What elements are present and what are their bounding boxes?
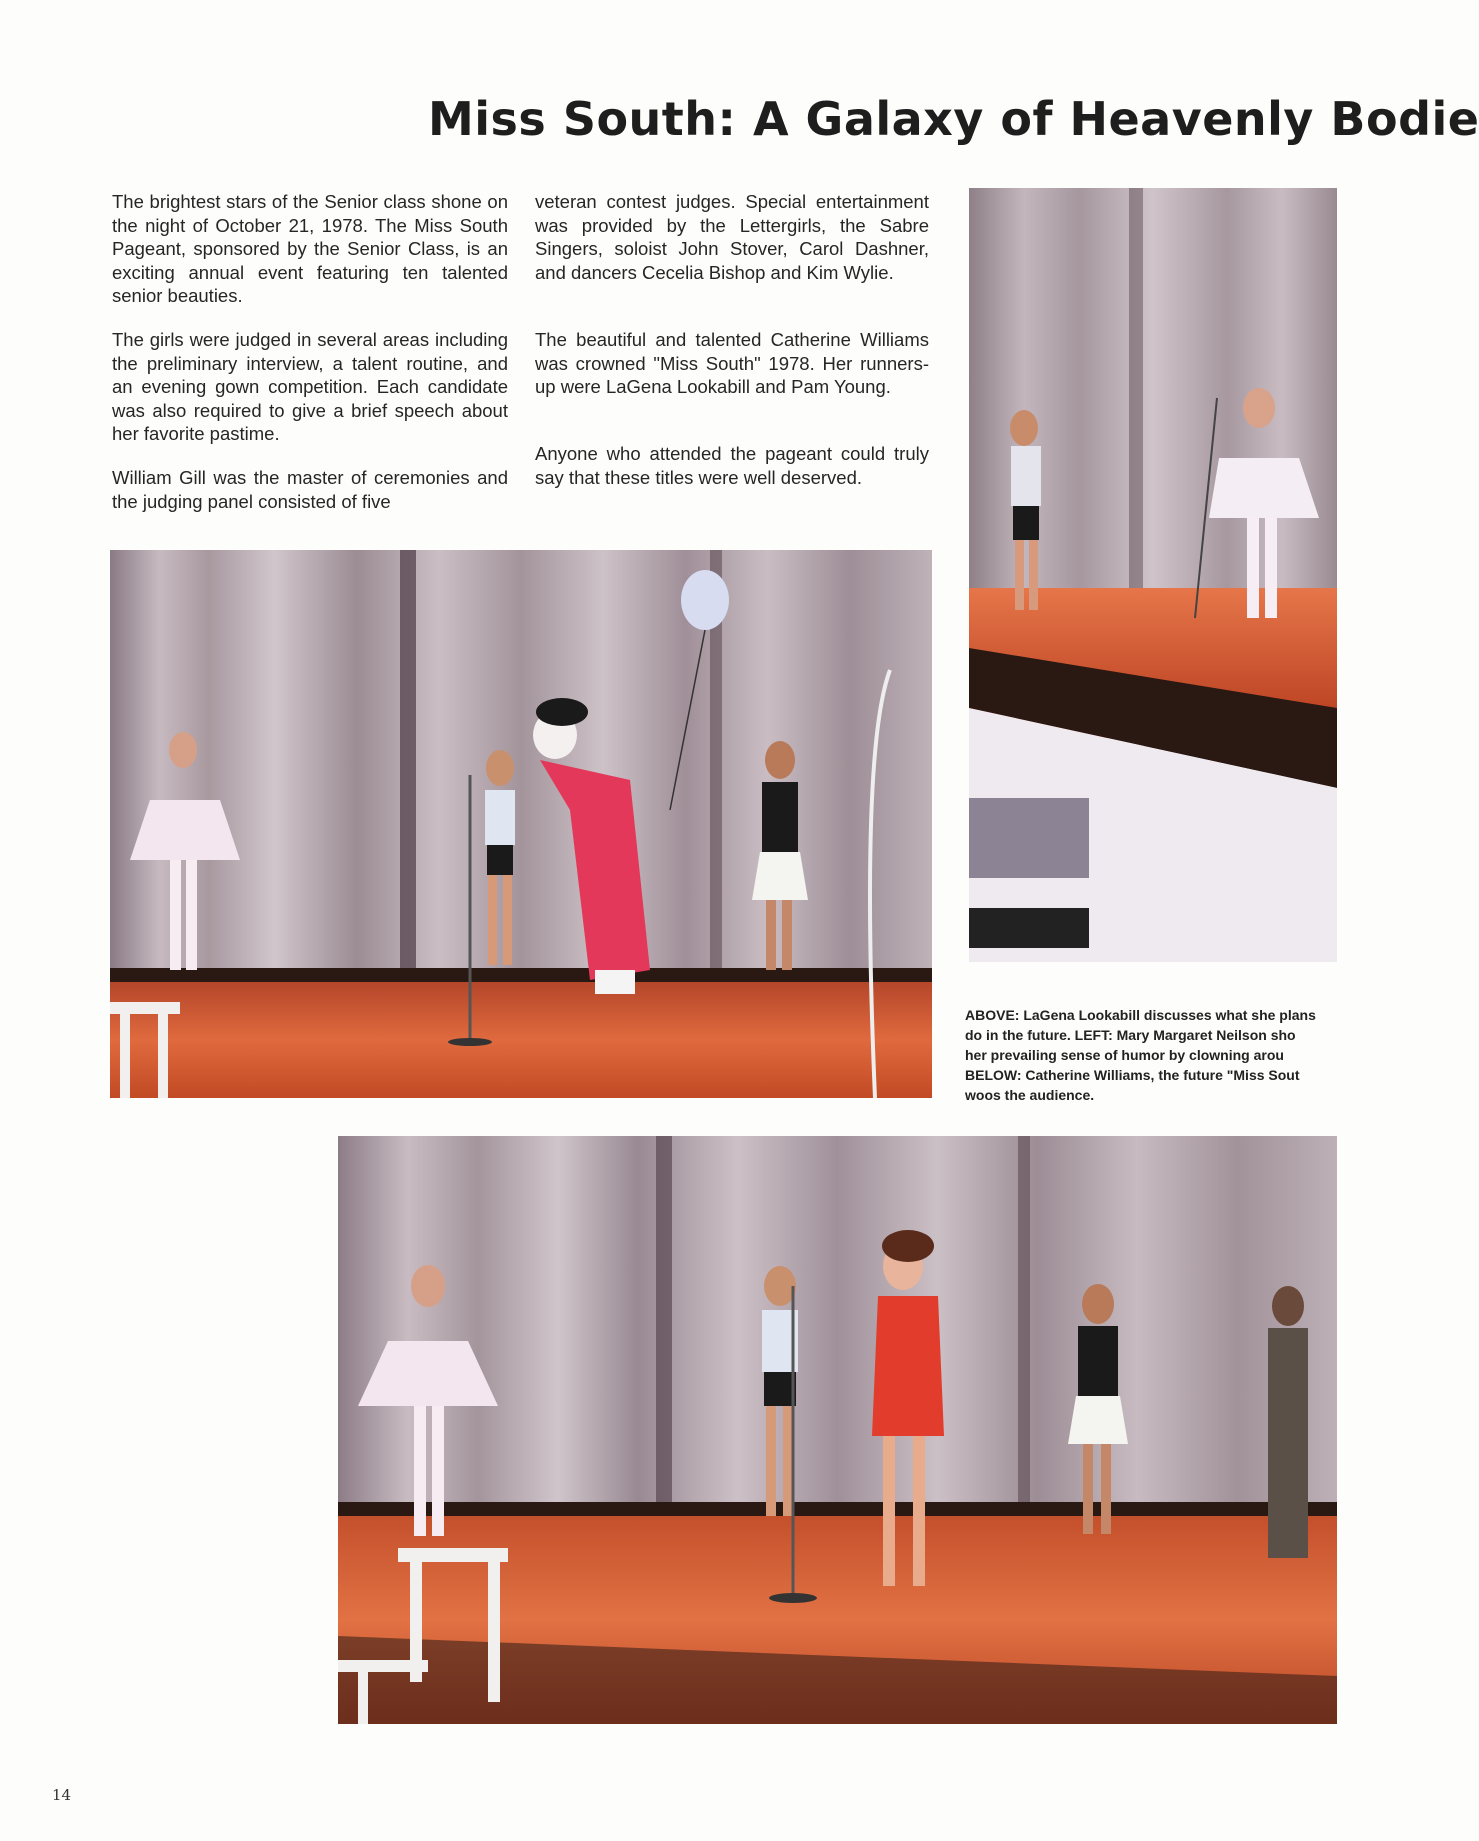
article-paragraph-4: The beautiful and talented Catherine Williams was crowned "Miss South" 1978. Her runners-up were LaGena Lookabill and Pam Young. [535,329,929,397]
article-paragraph-2: The girls were judged in several areas including the preliminary interview, a talent routine, and an evening gown competition. Each candidate was also required to give a brief speech about her favorite pastime. [112,329,508,444]
photo-below [338,1136,1337,1724]
photo-above [969,188,1337,962]
article-paragraph-3-continued: veteran contest judges. Special entertainment was provided by the Lettergirls, the Sabre Singers, soloist John Stover, Carol Dashner, and dancers Cecelia Bishop and Kim Wylie. [535,191,929,283]
photo-left [110,550,932,1098]
photo-caption: ABOVE: LaGena Lookabill discusses what she plans do in the future. LEFT: Mary Margaret Neilson sho her prevailing sense of humor by clowning arou BELOW: Catherine Williams, the future "Miss Sout woos the audience. [965,1007,1316,1103]
page-number: 14 [52,1786,72,1804]
page-title: Miss South: A Galaxy of Heavenly Bodie [428,92,1479,146]
article-paragraph-5: Anyone who attended the pageant could truly say that these titles were well deserved. [535,443,929,488]
article-paragraph-3-start: William Gill was the master of ceremonies and the judging panel consisted of five [112,467,508,512]
article-paragraph-1: The brightest stars of the Senior class shone on the night of October 21, 1978. The Miss South Pageant, sponsored by the Senior Class, is an exciting annual event featuring ten talented senior beauties. [112,191,508,306]
